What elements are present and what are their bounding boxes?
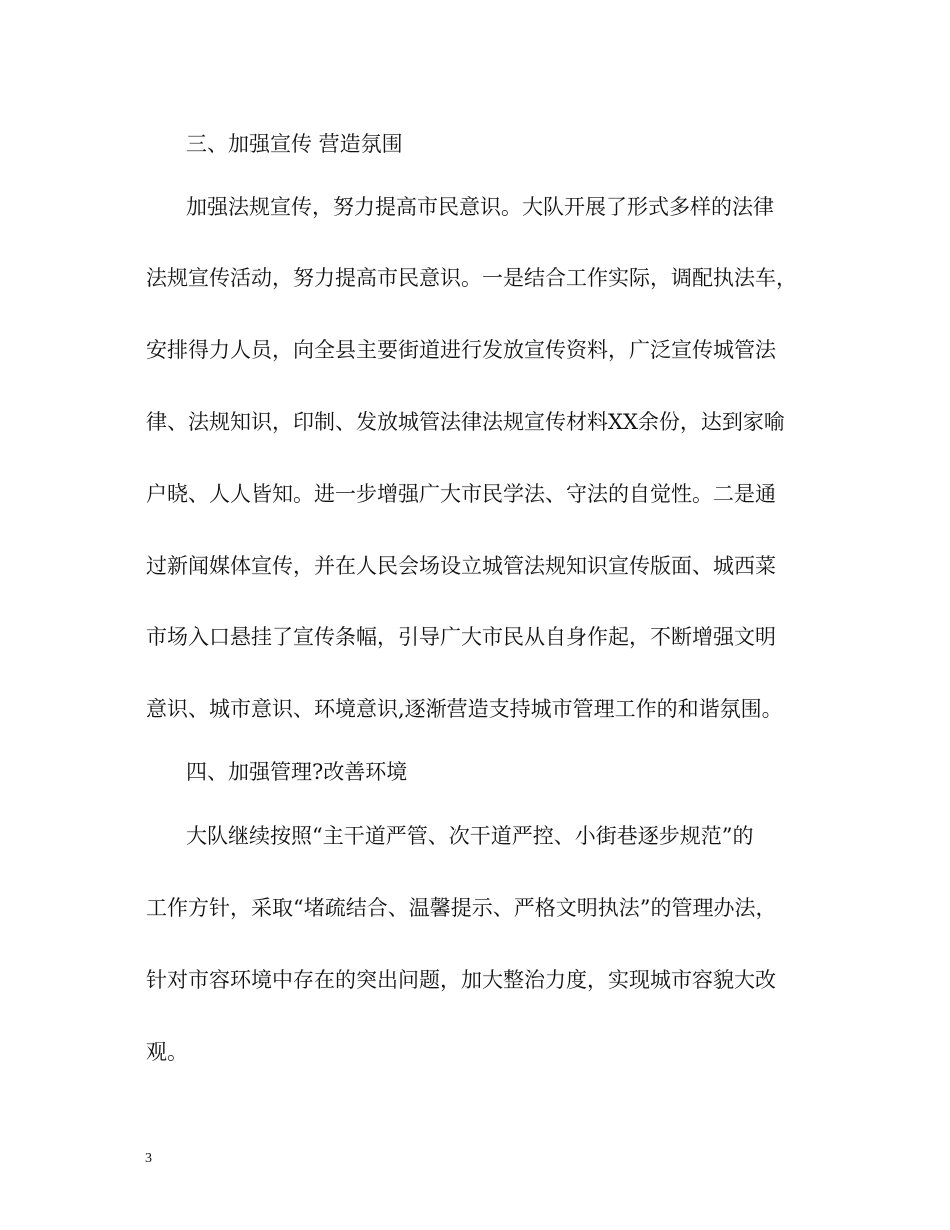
section-3-line-8: 意识、城市意识、环境意识,逐渐营造支持城市管理工作的和谐氛围。 xyxy=(146,697,783,721)
section-3-line-5: 户晓、人人皆知。进一步增强广大市民学法、守法的自觉性。二是通 xyxy=(146,482,776,506)
section-3-line-3: 安排得力人员，向全县主要街道进行发放宣传资料，广泛宣传城管法 xyxy=(146,338,776,362)
section-3-heading: 三、加强宣传 营造氛围 xyxy=(186,132,403,156)
page-number: 3 xyxy=(145,1151,152,1166)
section-3-line-7: 市场入口悬挂了宣传条幅，引导广大市民从自身作起，不断增强文明 xyxy=(146,625,776,649)
section-3-line-2: 法规宣传活动，努力提高市民意识。一是结合工作实际，调配执法车， xyxy=(146,266,797,290)
section-4-line-3: 针对市容环境中存在的突出问题，加大整治力度，实现城市容貌大改 xyxy=(146,968,776,992)
section-3-line-1: 加强法规宣传，努力提高市民意识。大队开展了形式多样的法律 xyxy=(186,195,774,219)
section-4-heading: 四、加强管理?改善环境 xyxy=(186,760,408,784)
section-4-line-4: 观。 xyxy=(146,1040,188,1064)
section-3-line-4: 律、法规知识，印制、发放城管法律法规宣传材料XX余份，达到家喻 xyxy=(146,410,785,434)
section-3-line-6: 过新闻媒体宣传，并在人民会场设立城管法规知识宣传版面、城西菜 xyxy=(146,554,776,578)
section-4-line-1: 大队继续按照“主干道严管、次干道严控、小街巷逐步规范”的 xyxy=(186,824,754,848)
section-4-line-2: 工作方针，采取“堵疏结合、温馨提示、严格文明执法”的管理办法， xyxy=(146,896,777,920)
